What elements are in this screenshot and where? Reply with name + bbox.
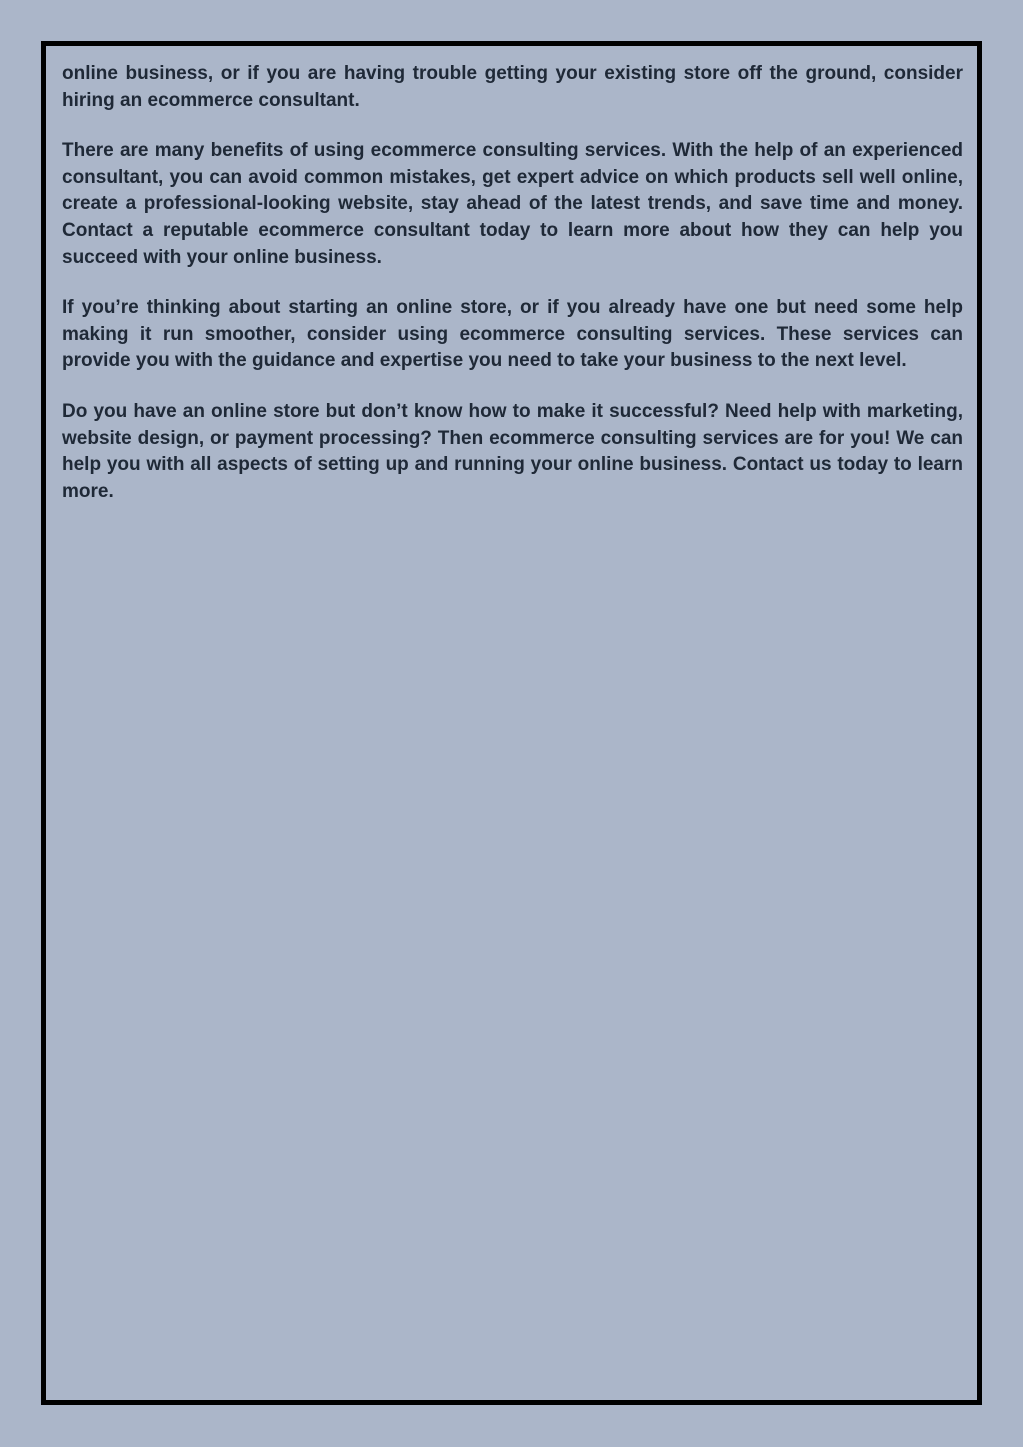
paragraph-1: online business, or if you are having trouble getting your existing store off the ground, consider hiring an ecommerce consultant. (62, 63, 963, 111)
page-frame (41, 41, 982, 1405)
paragraph-2: There are many benefits of using ecommerce consulting services. With the help of an experienced consultant, you can avoid common mistakes, get expert advice on which products sell well online, create a professional-looking website, stay ahead of the latest trends, and save time and money. Contact a reputable ecommerce consultant today to learn more about how they can help you succeed with your online business. (62, 140, 963, 268)
paragraph-4: Do you have an online store but don’t know how to make it successful? Need help with marketing, website design, or payment processing? Then ecommerce consulting services are for you! We can help you with all aspects of setting up and running your online business. Contact us today to learn more. (62, 400, 963, 502)
paragraph-3: If you’re thinking about starting an online store, or if you already have one but need some help making it run smoother, consider using ecommerce consulting services. These services can provide you with the guidance and expertise you need to take your business to the next level. (62, 297, 963, 372)
document-body (62, 61, 963, 529)
